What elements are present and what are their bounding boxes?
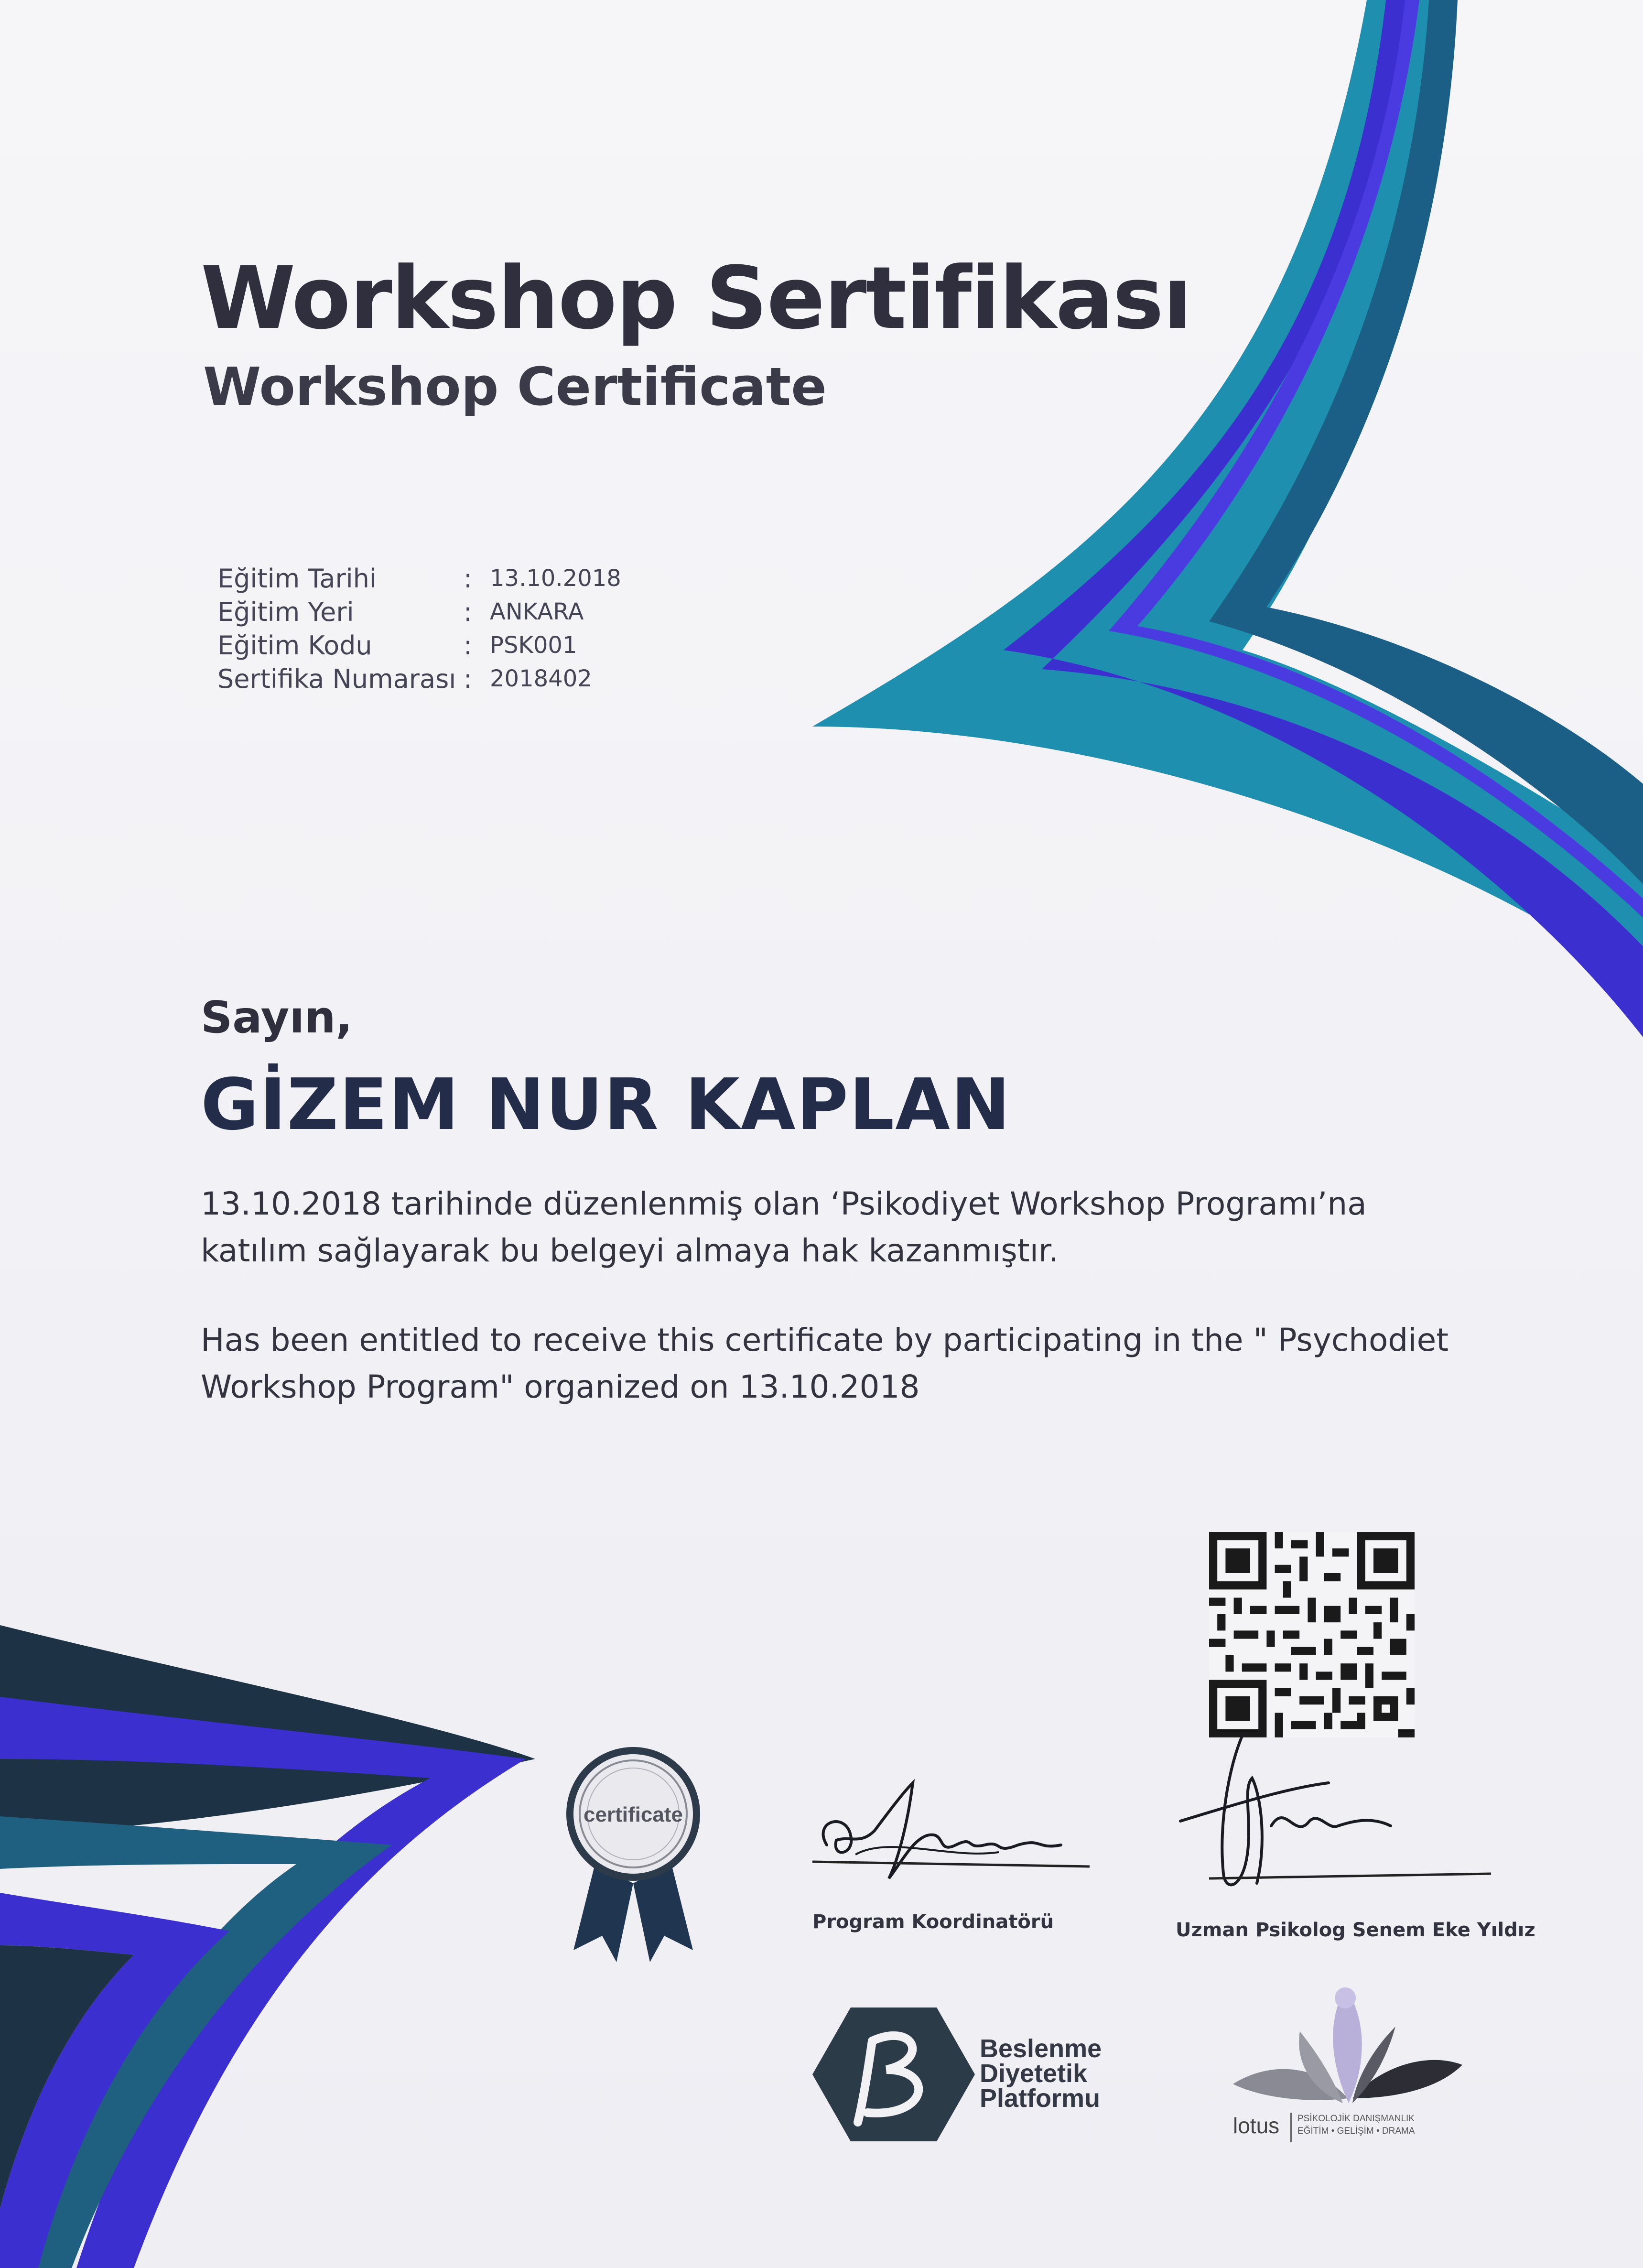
info-row-code (217, 629, 621, 662)
info-row-number (217, 662, 621, 695)
lotus-tagline (1297, 2113, 1415, 2138)
info-value: 2018402 (490, 665, 592, 692)
coordinator-label: Program Koordinatörü (812, 1911, 1054, 1933)
swoosh-indigo-upper (1004, 0, 1643, 1037)
psychologist-signature (1171, 1730, 1501, 1907)
lotus-tag-line1: PSİKOLOJİK DANIŞMANLIK (1297, 2114, 1415, 2124)
recipient-name: GİZEM NUR KAPLAN (201, 1063, 1011, 1146)
certificate-seal (550, 1745, 717, 1964)
info-label: Sertifika Numarası (217, 663, 456, 694)
beslenme-line3: Platformu (980, 2084, 1101, 2113)
info-label: Eğitim Tarihi (217, 563, 377, 594)
coordinator-signature (793, 1764, 1099, 1907)
beslenme-logo-text (980, 2036, 1102, 2111)
certificate-title: Workshop Sertifikası (201, 249, 1191, 348)
beslenme-logo-icon (810, 2003, 977, 2146)
certificate-subtitle: Workshop Certificate (203, 356, 827, 417)
info-value: PSK001 (490, 632, 577, 659)
info-row-location (217, 595, 621, 629)
info-value: 13.10.2018 (490, 565, 621, 592)
body-text-english: Has been entitled to receive this certificate by participating in the " Psychodiet Workshop Program" organized on 13.10.2018 (201, 1322, 1449, 1405)
beslenme-line1: Beslenme (980, 2034, 1102, 2063)
lotus-logo-icon (1223, 1979, 1472, 2132)
lotus-tag-line2: EĞİTİM • GELİŞİM • DRAMA (1297, 2126, 1415, 2136)
info-row-date (217, 562, 621, 595)
info-value: ANKARA (490, 598, 584, 625)
psychologist-label: Uzman Psikolog Senem Eke Yıldız (1176, 1919, 1535, 1941)
lotus-divider (1290, 2113, 1292, 2142)
info-colon: : (464, 597, 473, 627)
seal-label: certificate (584, 1803, 683, 1826)
seal-badge-icon (550, 1745, 717, 1964)
info-label: Eğitim Kodu (217, 630, 372, 661)
info-colon: : (464, 563, 473, 594)
body-text-turkish: 13.10.2018 tarihinde düzenlenmiş olan ‘Psikodiyet Workshop Programı’na katılım sağlayarak bu belgeyi almaya hak kazanmıştır. (201, 1185, 1367, 1269)
salutation: Sayın, (201, 992, 353, 1043)
qr-code-icon (1209, 1532, 1415, 1737)
lotus-logo-word: lotus (1233, 2113, 1280, 2138)
beslenme-line2: Diyetetik (980, 2059, 1088, 2088)
training-info (217, 562, 621, 695)
info-colon: : (464, 663, 473, 694)
info-label: Eğitim Yeri (217, 597, 354, 627)
info-colon: : (464, 630, 473, 661)
